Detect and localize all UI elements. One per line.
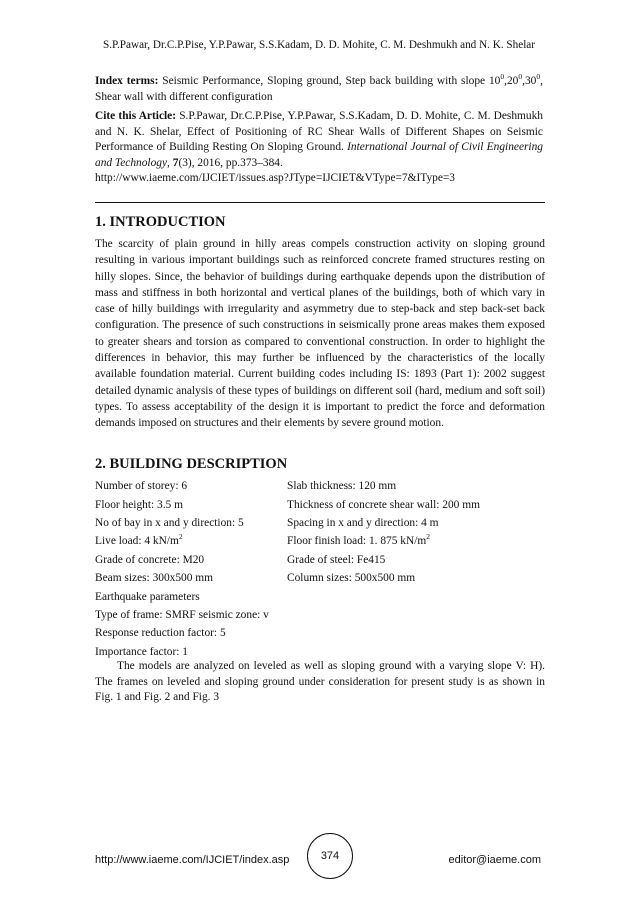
spec-right: Spacing in x and y direction: 4 m bbox=[287, 516, 439, 529]
degree-sup: 0 bbox=[518, 72, 523, 82]
floor-finish-text: Floor finish load: 1. 875 kN/m bbox=[287, 535, 427, 548]
index-terms-text: ,30 bbox=[522, 75, 537, 87]
citation-label: Cite this Article: bbox=[95, 110, 177, 122]
spec-right: Column sizes: 500x500 mm bbox=[287, 572, 416, 585]
citation-url[interactable]: http://www.iaeme.com/IJCIET/issues.asp?JType=IJCIET&VType=7&IType=3 bbox=[95, 172, 456, 184]
page-number: 374 bbox=[307, 833, 353, 879]
citation-text: S.P.Pawar, Dr.C.P.Pise, Y.P.Pawar, S.S.Kadam, D. D. Mohite, C. M. Deshmukh and N. K. Shelar, Effect of Positioning of RC Shear Walls of Different Shapes on Seismic Performance of Building Resting On Sloping Ground. bbox=[95, 110, 543, 153]
spec-right: Thickness of concrete shear wall: 200 mm bbox=[287, 498, 480, 511]
footer-email[interactable]: editor@iaeme.com bbox=[448, 854, 541, 866]
unit-sup: 2 bbox=[178, 532, 183, 542]
index-terms-text: ,20 bbox=[504, 75, 519, 87]
spec-row bbox=[95, 569, 545, 587]
index-terms-label: Index terms: bbox=[95, 75, 159, 87]
spec-left bbox=[95, 532, 287, 548]
spec-row bbox=[95, 514, 545, 532]
spec-right: Slab thickness: 120 mm bbox=[287, 480, 397, 493]
spec-right bbox=[287, 532, 545, 548]
live-load-text: Live load: 4 kN/m bbox=[95, 535, 179, 548]
spec-left: Number of storey: 6 bbox=[95, 480, 188, 493]
spec-line: Type of frame: SMRF seismic zone: v bbox=[95, 608, 269, 621]
spec-row bbox=[95, 495, 545, 513]
footer-url[interactable]: http://www.iaeme.com/IJCIET/index.asp bbox=[95, 854, 290, 866]
index-terms-text: Seismic Performance, Sloping ground, Step back building with slope 10 bbox=[158, 75, 501, 87]
section-divider bbox=[95, 202, 545, 203]
degree-sup: 0 bbox=[500, 72, 505, 82]
introduction-body: The scarcity of plain ground in hilly areas compels construction activity on sloping ground resulting in various important buildings such as reinforced concrete framed structures resting on hilly slopes. Since, the behavior of buildings during earthquake depends upon the distribution of mass and stiffness in both horizontal and vertical planes of the buildings, both of which vary in case of hilly buildings with irregularity and asymmetry due to step-back and step back-set back configuration. The presence of such constructions in seismically prone areas makes them exposed to greater shears and torsion as compared to conventional construction. In order to highlight the differences in behavior, this may further be influenced by the characteristics of the locally available foundation material. Current building codes including IS: 1893 (Part 1): 2002 suggest detailed dynamic analysis of these types of buildings on different soil (hard, medium and soft soil) types. To assess acceptability of the design it is important to predict the force and deformation demands imposed on structures and their elements by severe ground motion. bbox=[95, 238, 545, 430]
spec-left: Beam sizes: 300x500 mm bbox=[95, 572, 214, 585]
citation bbox=[95, 109, 543, 187]
spec-left: Floor height: 3.5 m bbox=[95, 498, 183, 511]
journal-name: International Journal of Civil Engineering and Technology bbox=[95, 141, 543, 169]
building-specs bbox=[95, 477, 545, 661]
introduction-heading: 1. INTRODUCTION bbox=[95, 214, 226, 230]
citation-volume: 7 bbox=[172, 156, 179, 169]
building-description-heading: 2. BUILDING DESCRIPTION bbox=[95, 456, 288, 472]
index-terms-text: , Shear wall with different configuration bbox=[95, 75, 543, 103]
unit-sup: 2 bbox=[426, 532, 430, 542]
spec-line: Response reduction factor: 5 bbox=[95, 627, 226, 640]
spec-left: No of bay in x and y direction: 5 bbox=[95, 516, 244, 529]
index-terms bbox=[95, 74, 543, 105]
spec-left: Grade of concrete: M20 bbox=[95, 553, 205, 566]
citation-issue-pages: (3), 2016, pp.373–384. bbox=[178, 156, 283, 169]
degree-sup: 0 bbox=[536, 72, 541, 82]
spec-right: Grade of steel: Fe415 bbox=[287, 553, 386, 566]
citation-separator: , bbox=[167, 156, 173, 169]
spec-line: Importance factor: 1 bbox=[95, 645, 188, 658]
spec-row bbox=[95, 477, 545, 495]
spec-line: Earthquake parameters bbox=[95, 590, 200, 603]
running-header-authors: S.P.Pawar, Dr.C.P.Pise, Y.P.Pawar, S.S.Kadam, D. D. Mohite, C. M. Deshmukh and N. K. Shelar bbox=[103, 39, 535, 51]
spec-row bbox=[95, 551, 545, 569]
page-footer bbox=[95, 850, 545, 870]
models-paragraph: The models are analyzed on leveled as well as sloping ground with a varying slope V: H). The frames on leveled and sloping ground under consideration for present study is as shown in Fig. 1 and Fig. 2 and Fig. 3 bbox=[95, 660, 545, 703]
spec-row bbox=[95, 532, 545, 550]
keywords-and-citation bbox=[95, 74, 543, 187]
